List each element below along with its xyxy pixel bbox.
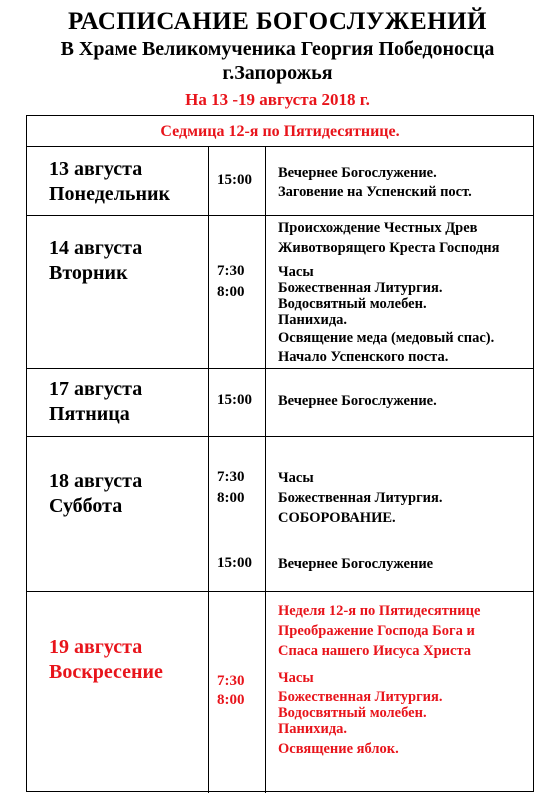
day-weekday: Суббота xyxy=(49,495,123,517)
schedule-table xyxy=(26,115,534,792)
day-weekday: Пятница xyxy=(49,403,130,425)
date-range: На 13 -19 августа 2018 г. xyxy=(185,90,370,109)
service-event: Происхождение Честных Древ xyxy=(278,220,478,236)
day-weekday: Понедельник xyxy=(49,183,171,205)
service-event: Преображение Господа Бога и xyxy=(278,623,475,639)
service-event: Освящение меда (медовый спас). xyxy=(278,330,495,346)
table-row-day-5 xyxy=(27,592,533,793)
service-time: 7:30 xyxy=(217,673,245,689)
service-event: Божественная Литургия. xyxy=(278,490,443,506)
service-event: Божественная Литургия. xyxy=(278,689,443,705)
day-weekday: Вторник xyxy=(49,262,128,284)
table-row-day-3 xyxy=(27,369,533,437)
service-event: Часы xyxy=(278,264,314,280)
service-event: Заговение на Успенский пост. xyxy=(278,184,472,200)
city-name: г.Запорожья xyxy=(222,62,333,84)
service-time: 15:00 xyxy=(217,555,252,571)
church-name: В Храме Великомученика Георгия Победоносца xyxy=(60,38,495,60)
service-event: Божественная Литургия. xyxy=(278,280,443,296)
day-date: 18 августа xyxy=(49,470,143,492)
service-event: Вечернее Богослужение xyxy=(278,556,434,572)
service-event: СОБОРОВАНИЕ. xyxy=(278,510,396,526)
service-time: 8:00 xyxy=(217,284,245,300)
service-event: Панихида. xyxy=(278,312,348,328)
service-time: 15:00 xyxy=(217,172,252,188)
service-time: 15:00 xyxy=(217,392,252,408)
service-time: 8:00 xyxy=(217,490,245,506)
service-event: Начало Успенского поста. xyxy=(278,349,449,365)
table-row-day-2 xyxy=(27,216,533,369)
service-time: 7:30 xyxy=(217,263,245,279)
service-event: Вечернее Богослужение. xyxy=(278,165,437,181)
service-event: Спаса нашего Иисуса Христа xyxy=(278,643,471,659)
day-date: 17 августа xyxy=(49,378,143,400)
week-title: Седмица 12-я по Пятидесятнице. xyxy=(27,116,533,147)
table-row-day-1 xyxy=(27,147,533,216)
service-event: Вечернее Богослужение. xyxy=(278,393,437,409)
service-event: Водосвятный молебен. xyxy=(278,705,427,721)
service-time: 7:30 xyxy=(217,469,245,485)
day-date: 19 августа xyxy=(49,636,143,658)
service-event: Панихида. xyxy=(278,721,348,737)
day-weekday: Воскресение xyxy=(49,661,163,683)
service-event: Водосвятный молебен. xyxy=(278,296,427,312)
service-event: Неделя 12-я по Пятидесятнице xyxy=(278,603,481,619)
service-event: Часы xyxy=(278,470,314,486)
day-date: 14 августа xyxy=(49,237,143,259)
service-event: Освящение яблок. xyxy=(278,741,399,757)
page-title: РАСПИСАНИЕ БОГОСЛУЖЕНИЙ xyxy=(68,8,487,35)
service-event: Часы xyxy=(278,670,314,686)
service-event: Животворящего Креста Господня xyxy=(278,240,500,256)
table-row-day-4 xyxy=(27,437,533,592)
service-time: 8:00 xyxy=(217,692,245,708)
day-date: 13 августа xyxy=(49,158,143,180)
